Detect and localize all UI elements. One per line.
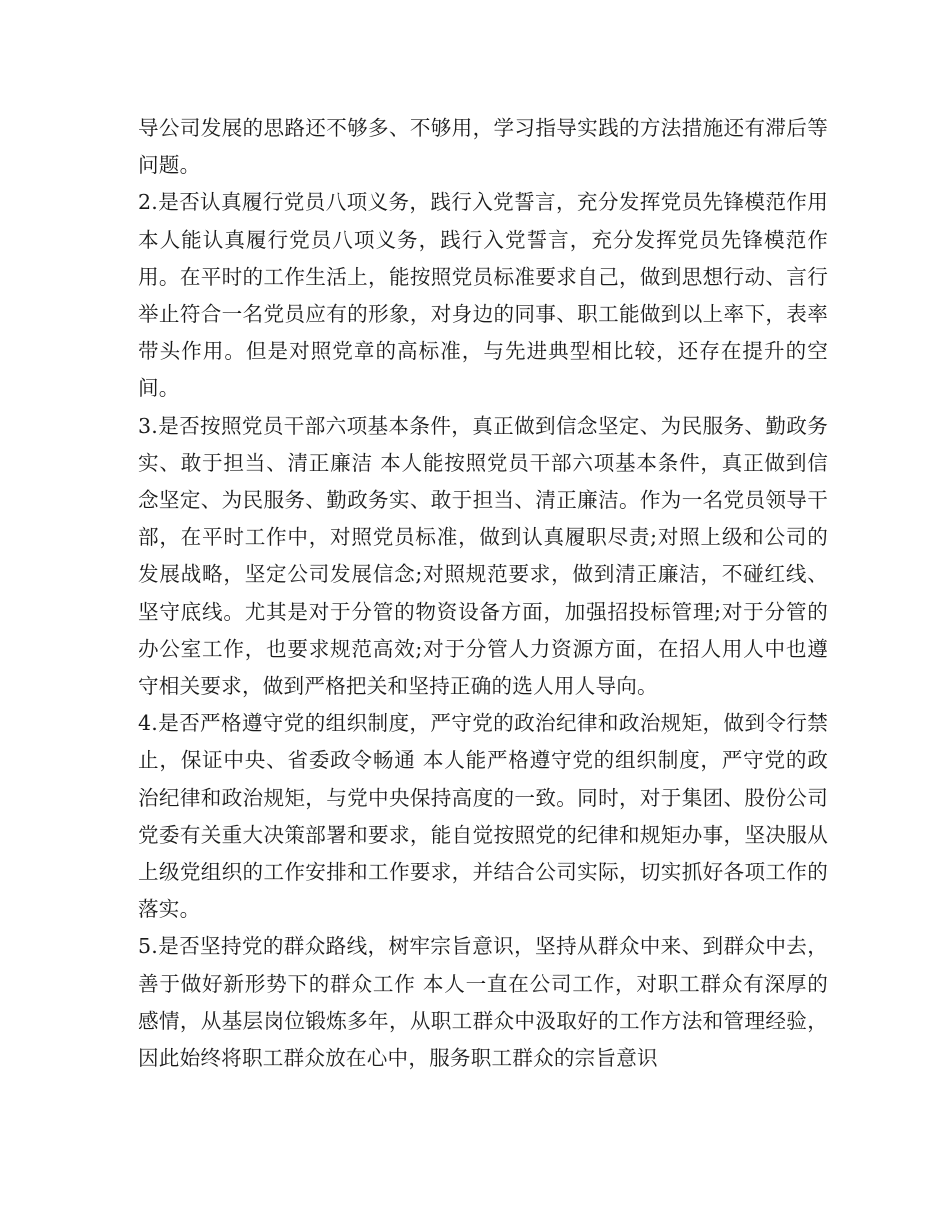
- paragraph-continuation: 导公司发展的思路还不够多、不够用，学习指导实践的方法措施还有滞后等问题。: [138, 116, 828, 178]
- paragraph-item-4: 4.是否严格遵守党的组织制度，严守党的政治纪律和政治规矩，做到令行禁止，保证中央、省委政令畅通 本人能严格遵守党的组织制度，严守党的政治纪律和政治规矩，与党中央保持高度的一致。同时，对于集团、股份公司党委有关重大决策部署和要求，能自觉按照党的纪律和规矩办事，坚决服从上级党组织的工作安排和工作要求，并结合公司实际，切实抓好各项工作的落实。: [138, 711, 828, 922]
- paragraph-item-2: 2.是否认真履行党员八项义务，践行入党誓言，充分发挥党员先锋模范作用 本人能认真履行党员八项义务，践行入党誓言，充分发挥党员先锋模范作用。在平时的工作生活上，能按照党员标准要求自己，做到思想行动、言行举止符合一名党员应有的形象，对身边的同事、职工能做到以上率下，表率带头作用。但是对照党章的高标准，与先进典型相比较，还存在提升的空间。: [138, 190, 828, 401]
- paragraph-item-3: 3.是否按照党员干部六项基本条件，真正做到信念坚定、为民服务、勤政务实、敢于担当、清正廉洁 本人能按照党员干部六项基本条件，真正做到信念坚定、为民服务、勤政务实、敢于担当、清正廉洁。作为一名党员领导干部，在平时工作中，对照党员标准，做到认真履职尽责;对照上级和公司的发展战略，坚定公司发展信念;对照规范要求，做到清正廉洁，不碰红线、坚守底线。尤其是对于分管的物资设备方面，加强招投标管理;对于分管的办公室工作，也要求规范高效;对于分管人力资源方面，在招人用人中也遵守相关要求，做到严格把关和坚持正确的选人用人导向。: [138, 413, 828, 699]
- document-body: [138, 110, 828, 1077]
- paragraph-item-5: 5.是否坚持党的群众路线，树牢宗旨意识，坚持从群众中来、到群众中去，善于做好新形势下的群众工作 本人一直在公司工作，对职工群众有深厚的感情，从基层岗位锻炼多年，从职工群众中汲取好的工作方法和管理经验，因此始终将职工群众放在心中，服务职工群众的宗旨意识: [138, 934, 828, 1071]
